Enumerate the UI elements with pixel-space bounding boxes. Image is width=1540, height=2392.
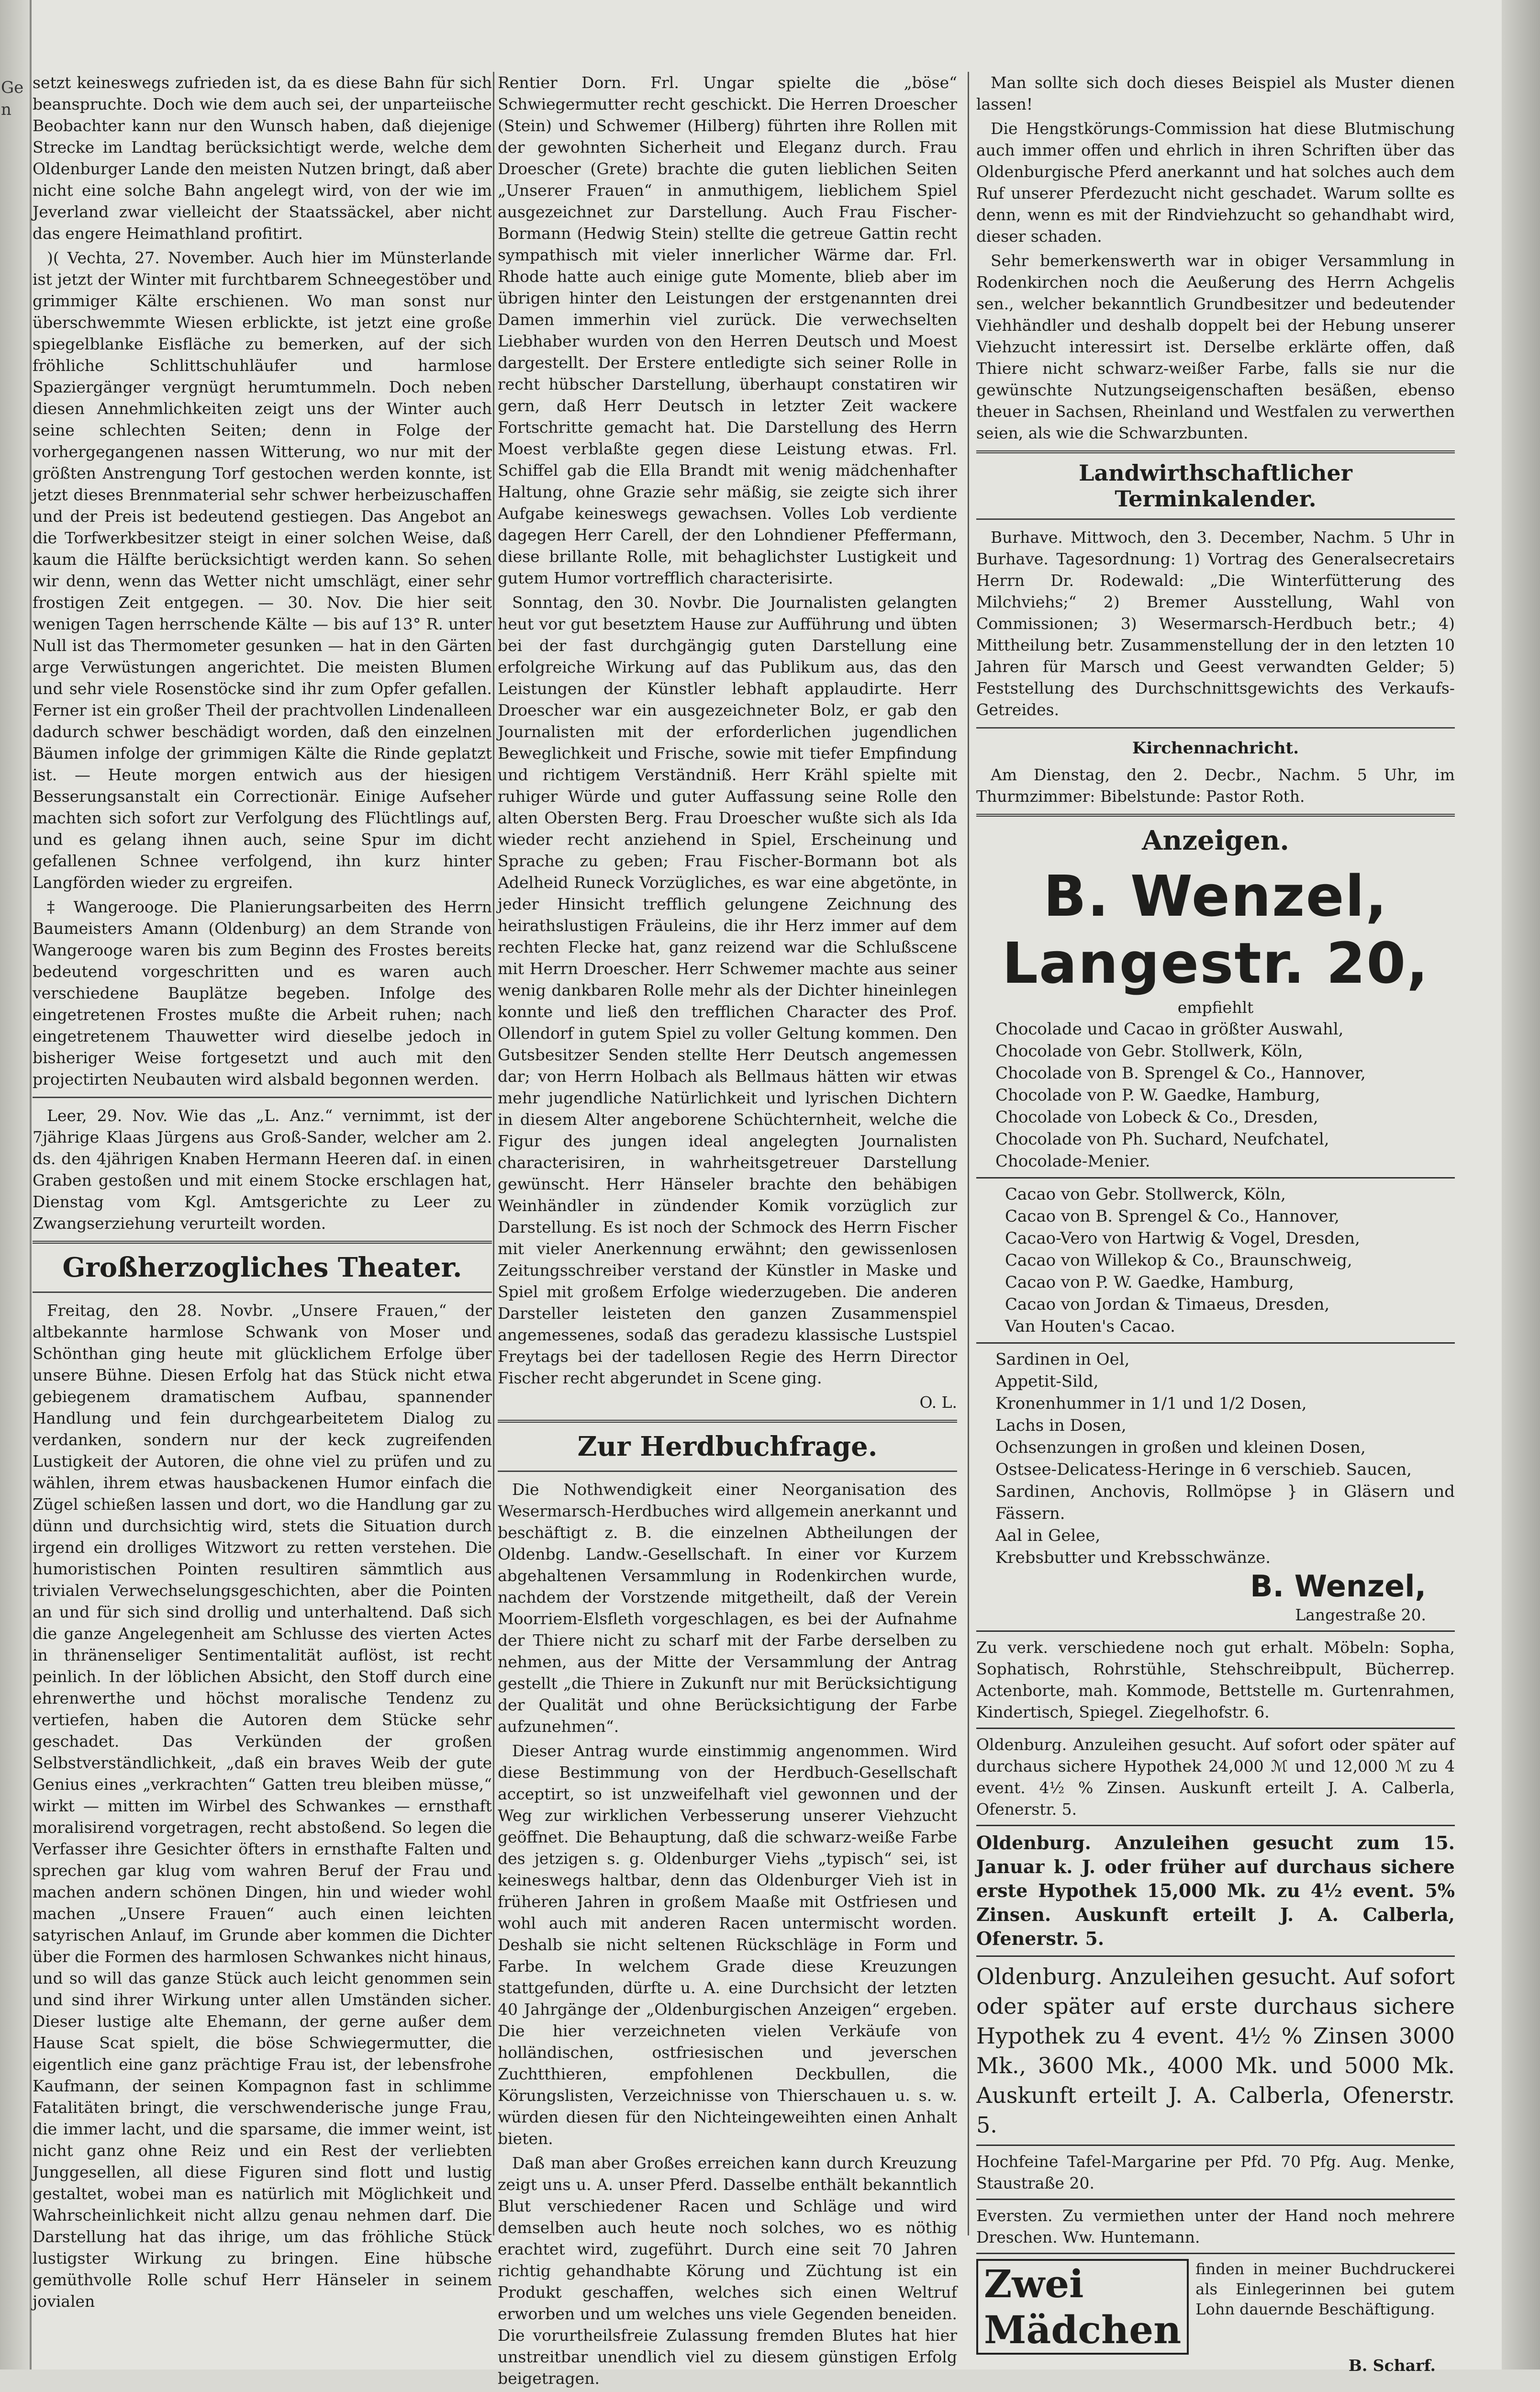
herdbuch-text: Dieser Antrag wurde einstimmig angenommen. Wird diese Bestimmung von der Herdbuch-Gesellschaft acceptirt, so ist unzweifelhaft viel gewonnen und der Weg zur wirklichen Verbesserung unserer Viehzucht geöffnet. Die Behauptung, daß die schwarz-weiße Farbe des jetzigen s. g. Oldenburger Viehs „typisch“ sei, ist keineswegs haltbar, denn das Oldenburger Vieh ist in früheren Jahren in großem Maaße mit Ostfriesen und wohl auch mit anderen Racen untermischt worden. Deshalb sie nicht seltenen Rückschläge in Form und Farbe. In welchem Grade diese Kreuzungen stattgefunden, dürfte u. A. eine Durchsicht der letzten 40 Jahrgänge der „Oldenburgischen Anzeigen“ ergeben. Die hier verzeichneten vielen Verkäufe von holländischen, ostfriesischen und jeverschen Zuchtthieren, empfohlenen Deckbullen, die Körungslisten, Verzeichnisse von Thierschauen u. s. w. würden diesen für den Nichteingeweihten einen Anhalt bieten. bbox=[498, 1741, 957, 2148]
divider bbox=[976, 1342, 1455, 1344]
divider bbox=[976, 1955, 1455, 1957]
list-item: Aal in Gelee, bbox=[995, 1526, 1101, 1545]
herdbuch-cont: Die Hengstkörungs-Commission hat diese Blutmischung auch immer offen und ehrlich in ihren Schriften über das Oldenburgische Pferd anerkannt und hat solches auch dem Ruf unserer Pferdezucht nicht geschadet. Warum sollte es denn, wenn es mit der Rindviehzucht so gehandhabt wird, dieser schaden. bbox=[976, 119, 1455, 246]
theater-review: Freitag, den 28. Novbr. „Unsere Frauen,“ der altbekannte harmlose Schwank von Moser und Schönthan ging heute mit glücklichem Erfolge über unsere Bühne. Diesen Erfolg hat das Stück nicht etwa gebiegenem dramatischem Aufbau, spannender Handlung und fein durchgearbeitetem Dialog zu verdanken, sondern nur der keck zugreifenden Lustigkeit der Autoren, die ohne viel zu prüfen und zu wählen, ihrem etwas hausbackenen Humor einfach die Zügel schießen lassen und dort, wo die Handlung gar zu dünn und durchsichtig wird, stets die Situation durch irgend ein drolliges Witzwort zu retten verstehen. Die humoristischen Pointen resultiren sämmtlich aus trivialen Verwechselungsgeschichten, aber die Pointen an und für sich sind drollig und unterhaltend. Daß sich die ganze Angelegenheit am Schlusse des vierten Actes in thränenseliger Sentimentalität auflöst, ist recht peinlich. In der löblichen Absicht, den Stoff durch eine ehrenwerthe und höchst moralische Tendenz zu vertiefen, haben die Autoren dem Stücke sehr geschadet. Das Verkünden der großen Selbstverständlichkeit, „daß ein braves Weib der gute Genius eines „verkrachten“ Gatten treu bleiben müsse,“ wirkt — mitten im Wirbel des Schwankes — ernsthaft moralisirend vorgetragen, recht abstoßend. So legen die Verfasser ihre Gesichter öfters in ernsthafte Falten und sprechen gar klug vom wahren Beruf der Frau und machen andern schönen Dingen, hin und wieder wohl machen „Unsere Frauen“ auch einen leichten satyrischen Anlauf, im Grunde aber kommen die Dichter über die Formen des harmlosen Schwankes nicht hinaus, und so will das ganze Stück auch leicht genommen sein und sind ihrer Wirkung unter allen Umständen sicher. Dieser lustige alte Ehemann, der gerne außer dem Hause Scat spielt, die böse Schwiegermutter, die eigentlich eine ganz prächtige Frau ist, der lebensfrohe Kaufmann, der seinen Kompagnon fast in schlimme Fatalitäten bringt, die verschwenderische junge Frau, die immer lacht, und die sparsame, die immer weint, ist nicht ganz ohne Reiz und ein Rest der verliebten Junggesellen, all diese Figuren sind flott und lustig gestaltet, wobei man es natürlich mit Möglichkeit und Wahrscheinlichkeit nicht allzu genau nehmen darf. Die Darstellung hat das ihrige, um das fröhliche Stück lustigster Wirkung zu bringen. Eine hübsche gemüthvolle Rolle schuf Herr Hänseler in seinem jovialen bbox=[33, 1301, 492, 2311]
divider bbox=[976, 814, 1455, 817]
list-item: Cacao von Gebr. Stollwerck, Köln, bbox=[1005, 1185, 1286, 1204]
list-item: Cacao von Willekop & Co., Braunschweig, bbox=[1005, 1251, 1352, 1270]
page-shadow bbox=[1502, 0, 1540, 2370]
wenzel-ad-title: B. Wenzel, Langestr. 20, bbox=[1002, 863, 1429, 996]
divider bbox=[976, 1630, 1455, 1632]
list-item: Kronenhummer in 1/1 und 1/2 Dosen, bbox=[995, 1394, 1307, 1413]
herdbuch-text: Die Nothwendigkeit einer Neorganisation des Wesermarsch-Herdbuches wird allgemein anerkannt und beschäftigt z. B. die einzelnen Abtheilungen der Oldenbg. Landw.-Gesellschaft. In einer vor Kurzem abgehaltenen Versammlung in Rodenkirchen wurde, nachdem der Vorstzende mitgetheilt, daß der Verein Moorriem-Elsfleth vorgeschlagen, es bei der Aufnahme der Thiere nicht zu scharf mit der Farbe derselben zu nehmen, aus der Mitte der Versammlung der Antrag gestellt „die Thiere in Zukunft nur mit Berücksichtigung der Qualität und ohne Berücksichtigung der Farbe aufzunehmen“. bbox=[498, 1480, 957, 1736]
list-item: Chocolade von Lobeck & Co., Dresden, bbox=[995, 1108, 1318, 1127]
list-item: Chocolade von Gebr. Stollwerk, Köln, bbox=[995, 1042, 1303, 1061]
scharf-signature: B. Scharf. bbox=[1348, 2356, 1436, 2375]
list-item: Van Houten's Cacao. bbox=[1005, 1317, 1175, 1336]
divider bbox=[33, 1241, 492, 1244]
cacao-list bbox=[1005, 1183, 1455, 1337]
list-item: Chocolade von Ph. Suchard, Neufchatel, bbox=[995, 1130, 1329, 1149]
kirchen-text: Am Dienstag, den 2. Decbr., Nachm. 5 Uhr, im Thurmzimmer: Bibelstunde: Pastor Roth. bbox=[976, 765, 1455, 806]
kalender-heading: Landwirthschaftlicher Terminkalender. bbox=[1079, 460, 1352, 512]
divider bbox=[976, 2145, 1455, 2146]
calberla-ad-3: Oldenburg. Anzuleihen gesucht. Auf sofort oder später auf erste durchaus sichere Hypothek zu 4 event. 4½ % Zinsen 3000 Mk., 3600 Mk., 4000 Mk. und 5000 Mk. Auskunft erteilt J. A. Calberla, Ofenerstr. 5. bbox=[976, 1964, 1455, 2138]
wenzel-empfiehlt: empfiehlt bbox=[1177, 998, 1254, 1017]
column-rule bbox=[968, 72, 969, 2235]
divider bbox=[33, 1291, 492, 1293]
herdbuch-cont: Sehr bemerkenswerth war in obiger Versammlung in Rodenkirchen noch die Aeußerung des Herrn Achgelis sen., welcher bekanntlich Grundbesitzer und bedeutender Viehhändler und deshalb doppelt bei der Hebung unserer Viehzucht interessirt ist. Derselbe erklärte offen, daß Thiere nicht schwarz-weißer Farbe, falls sie nur die gewünschte Nutzungseigenschaften besäßen, ebenso theuer in Sachsen, Rheinland und Westfalen zu verwerthen seien, als wie die Schwarzbunten. bbox=[976, 251, 1455, 442]
list-item: Ochsenzungen in großen und kleinen Dosen, bbox=[995, 1438, 1366, 1457]
moebel-ad: Zu verk. verschiedene noch gut erhalt. Möbeln: Sopha, Sophatisch, Rohrstühle, Stehschreibpult, Bücherrep. Actenborte, mah. Kommode, Bettstelle m. Gurtenrahmen, Kindertisch, Spiegel. Ziegelhofstr. 6. bbox=[976, 1638, 1455, 1721]
article-leer: Leer, 29. Nov. Wie das „L. Anz.“ vernimmt, ist der 7jährige Klaas Jürgens aus Groß-Sander, welcher am 2. ds. den 4jährigen Knaben Hermann Heeren daſ. in einen Graben gestoßen und mit einem Stocke erschlagen hat, Dienstag vom Kgl. Amtsgerichte zu Leer zu Zwangserziehung verurteilt worden. bbox=[33, 1106, 492, 1233]
kalender-text: Burhave. Mittwoch, den 3. December, Nachm. 5 Uhr in Burhave. Tagesordnung: 1) Vortrag des Generalsecretairs Herrn Dr. Rodewald: „Die Winterfütterung des Milchviehs;“ 2) Bremer Ausstellung, Wahl von Commissionen; 3) Wesermarsch-Herdbuch betr.; 4) Mittheilung betr. Zusammenstellung der in den letzten 10 Jahren für Marsch und Geest verwandten Gelder; 5) Feststellung des Durchschnittsgewichts des Verkaufs-Getreides. bbox=[976, 528, 1455, 719]
column-2 bbox=[498, 72, 957, 2392]
wenzel-address: Langestraße 20. bbox=[1295, 1606, 1426, 1624]
wenzel-ad bbox=[976, 863, 1455, 1626]
adjacent-page-text: Gen bbox=[1, 78, 24, 119]
column-3 bbox=[976, 72, 1455, 2376]
zwei-maedchen-title: Zwei Mädchen bbox=[976, 2259, 1189, 2355]
column-1 bbox=[33, 72, 492, 2315]
list-item: Cacao von P. W. Gaedke, Hamburg, bbox=[1005, 1273, 1294, 1292]
list-item: Chocolade von P. W. Gaedke, Hamburg, bbox=[995, 1086, 1320, 1105]
zwei-maedchen-text: finden in meiner Buchdruckerei als Einlegerinnen bei gutem Lohn dauernde Beschäftigung. bbox=[1195, 2260, 1455, 2318]
list-item: Chocolade-Menier. bbox=[995, 1152, 1150, 1171]
divider bbox=[498, 1420, 957, 1423]
eversten-ad: Eversten. Zu vermiethen unter der Hand noch mehrere Dreschen. Ww. Huntemann. bbox=[976, 2206, 1455, 2246]
article-wangerooge: ‡ Wangerooge. Die Planierungsarbeiten des Herrn Baumeisters Amann (Oldenburg) an dem Strande von Wangerooge waren bis zum Beginn des Frostes bereits bedeutend vorgeschritten und es waren auch verschiedene Bauplätze begeben. Infolge des eingetretenen Frostes mußte die Arbeit ruhen; nach eingetretenem Thauwetter wird dieselbe jedoch in bisheriger Weise fortgesetzt und auch mit den projectirten Neubauten wird alsbald begonnen werden. bbox=[33, 898, 492, 1089]
list-item: Chocolade von B. Sprengel & Co., Hannover, bbox=[995, 1064, 1366, 1083]
herdbuch-cont: Man sollte sich doch dieses Beispiel als Muster dienen lassen! bbox=[976, 73, 1455, 113]
margarine-ad: Hochfeine Tafel-Margarine per Pfd. 70 Pfg. Aug. Menke, Staustraße 20. bbox=[976, 2152, 1455, 2192]
theater-heading: Großherzogliches Theater. bbox=[62, 1252, 462, 1283]
list-item: Chocolade und Cacao in größter Auswahl, bbox=[995, 1020, 1344, 1039]
list-item: Lachs in Dosen, bbox=[995, 1416, 1127, 1435]
kirchen-heading: Kirchennachricht. bbox=[1132, 739, 1299, 758]
article-vechta: )( Vechta, 27. November. Auch hier im Münsterlande ist jetzt der Winter mit furchtbarem Schneegestöber und grimmiger Kälte erschienen. Wo man sonst nur überschwemmte Wiesen erblickte, ist jetzt eine große spiegelblanke Eisfläche zu bemerken, auf der sich fröhliche Schlittschuhläufer und harmlose Spaziergänger vergnügt herumtummeln. Doch neben diesen Annehmlichkeiten zeigt uns der Winter auch seine schlechten Seiten; denn in Folge der vorhergegangenen nassen Witterung, wo nur mit der größten Anstrengung Torf gestochen werden konnte, ist jetzt dieses Brennmaterial sehr schwer herbeizuschaffen und der Preis ist bedeutend gestiegen. Das Angebot an die Torfwerkbesitzer steigt in einer solchen Weise, daß kaum die Hälfte berücksichtigt werden kann. So sehen wir denn, wenn das Wetter nicht umschlägt, einer sehr frostigen Zeit entgegen. — 30. Nov. Die hier seit wenigen Tagen herrschende Kälte — bis auf 13° R. unter Null ist das Thermometer gesunken — hat in den Gärten arge Verwüstungen angerichtet. Die meisten Blumen und sehr viele Rosenstöcke sind ihr zum Opfer gefallen. Ferner ist ein großer Theil der prachtvollen Lindenalleen dadurch schwer beschädigt worden, daß den einzelnen Bäumen infolge der grimmigen Kälte die Rinde geplatzt ist. — Heute morgen entwich aus der hiesigen Besserungsanstalt ein Correctionär. Einige Aufseher machten sich sofort zur Verfolgung des Flüchtlings auf, und es gelang ihnen auch, seine Spur im dicht gefallenen Schnee verfolgend, ihn kurz hinter Langförden wieder zu ergreifen. bbox=[33, 248, 492, 892]
delikatessen-list bbox=[995, 1348, 1455, 1569]
divider bbox=[498, 1471, 957, 1472]
theater-sunday: Sonntag, den 30. Novbr. Die Journalisten gelangten heut vor gut besetztem Hause zur Aufführung und übten bei der fast durchgängig guten Darstellung eine erfolgreiche Wirkung auf das Publikum aus, das den Leistungen der Künstler lebhaft applaudirte. Herr Droescher war ein ausgezeichneter Bolz, er gab den Journalisten mit der erforderlichen jugendlichen Beweglichkeit und Frische, sowie mit tiefer Empfindung und richtigem Verständniß. Herr Krähl spielte mit ruhiger Würde und guter Auffassung seine Rolle den alten Obersten Berg. Frau Droescher wußte sich als Ida wieder recht anziehend in Spiel, Erscheinung und Sprache zu geben; Frau Fischer-Bormann bot als Adelheid Runeck Vorzügliches, es war eine abgetönte, in jeder Hinsicht trefflich gelungene Zeichnung des heirathslustigen Fräuleins, die ihr Herz immer auf dem rechten Flecke hat, ganz reizend war die Schlußscene mit Herrn Droescher. Herr Schwemer machte aus seiner wenig dankbaren Rolle mehr als der Dichter hineinlegen konnte und ließ den trefflichen Character des Prof. Ollendorf in gutem Spiel zu voller Geltung kommen. Den Gutsbesitzer Senden stellte Herr Deutsch angemessen dar; von Herrn Holbach als Bellmaus hätten wir etwas mehr jugendliche Natürlichkeit und lyrischen Dichtern in diesem Alter angeborene Schüchternheit, welche die Figur des jungen ideal angelegten Journalisten characterisiren, in wahrheitsgetreuer Darstellung gewünscht. Herr Hänseler brachte den behäbigen Weinhändler in zündender Komik vorzüglich zur Darstellung. Es ist noch der Schmock des Herrn Fischer mit vieler Anerkennung erwähnt; den gewissenlosen Zeitungsschreiber verstand der Künstler in Maske und Spiel mit großem Erfolge wiederzugeben. Die anderen Darsteller leisteten den ganzen Zusammenspiel angemessenes, sodaß das geradezu klassische Lustspiel Freytags bei der tadellosen Regie des Herrn Director Fischer recht abgerundet in Scene ging. bbox=[498, 593, 957, 1387]
anzeigen-heading: Anzeigen. bbox=[1142, 825, 1289, 856]
zwei-maedchen-ad bbox=[976, 2259, 1455, 2355]
herdbuch-text: Daß man aber Großes erreichen kann durch Kreuzung zeigt uns u. A. unser Pferd. Dasselbe enthält bekanntlich Blut verschiedener Racen und Schläge und wird demselben auch heute noch solches, wo es nöthig erachtet wird, zugeführt. Durch eine seit 70 Jahren richtig gehandhabte Körung und Züchtung ist ein Produkt geschaffen, welches sich einen Weltruf erworben und um welches uns viele Gegenden beneiden. Die vorurtheilsfreie Zulassung fremden Blutes hat hier unstreitbar unendlich viel zu diesem günstigen Erfolg beigetragen. bbox=[498, 2154, 957, 2388]
article-text: setzt keineswegs zufrieden ist, da es diese Bahn für sich beanspruchte. Doch wie dem auch sei, der unparteiische Beobachter kann nur den Wunsch haben, daß diejenige Strecke im Landtag berücksichtigt werde, welche dem Oldenburger Lande den meisten Nutzen bringt, daß aber nicht eine solche Bahn angelegt wird, von der wie im Jeverland zwar vielleicht der Staatssäckel, aber nicht das engere Heimathland profitirt. bbox=[33, 73, 492, 243]
wenzel-signature: B. Wenzel, bbox=[1250, 1569, 1426, 1604]
list-item: Krebsbutter und Krebsschwänze. bbox=[995, 1548, 1271, 1567]
divider bbox=[33, 1097, 492, 1098]
theater-signature: O. L. bbox=[919, 1393, 957, 1412]
column-rule bbox=[493, 72, 494, 2235]
divider bbox=[976, 727, 1455, 729]
chocolade-list bbox=[995, 1018, 1455, 1172]
list-item: Sardinen, Anchovis, Rollmöpse } in Gläsern und Fässern. bbox=[995, 1482, 1455, 1523]
divider bbox=[976, 2199, 1455, 2200]
calberla-ad-2: Oldenburg. Anzuleihen gesucht zum 15. Januar k. J. oder früher auf durchaus sichere erste Hypothek 15,000 Mk. zu 4½ event. 5% Zinsen. Auskunft erteilt J. A. Calberla, Ofenerstr. 5. bbox=[976, 1832, 1455, 1949]
theater-review-cont: Rentier Dorn. Frl. Ungar spielte die „böse“ Schwiegermutter recht geschickt. Die Herren Droescher (Stein) und Schwemer (Hilberg) führten ihre Rollen mit der gewohnten Sicherheit und Eleganz durch. Frau Droescher (Grete) brachte die guten lieblichen Seiten „Unserer Frauen“ in anmuthigem, lieblichem Spiel ausgezeichnet zur Darstellung. Auch Frau Fischer-Bormann (Hedwig Stein) stellte die getreue Gattin recht sympathisch mit vieler innerlicher Wärme dar. Frl. Rhode hatte auch einige gute Momente, blieb aber im übrigen hinter den Leistungen der erstgenannten drei Damen immerhin viel zurück. Die verwechselten Liebhaber wurden von den Herren Deutsch und Moest dargestellt. Der Erstere entledigte sich seiner Rolle in recht hübscher Darstellung, überhaupt constatiren wir gern, daß Herr Deutsch in letzter Zeit wackere Fortschritte gemacht hat. Die Darstellung des Herrn Moest verblaßte gegen diese Leistung etwas. Frl. Schiffel gab die Ella Brandt mit wenig mädchenhafter Haltung, ohne Grazie sehr mäßig, sie zeigte sich ihrer Aufgabe keineswegs gewachsen. Volles Lob verdiente dagegen Herr Carell, der den Lohndiener Pfeffermann, diese brillante Rolle, mit behaglichster Lustigkeit und gutem Humor vortrefflich characterisirte. bbox=[498, 73, 957, 587]
list-item: Ostsee-Delicatess-Heringe in 6 verschieb. Saucen, bbox=[995, 1460, 1412, 1479]
list-item: Sardinen in Oel, bbox=[995, 1350, 1130, 1369]
adjacent-page-edge bbox=[0, 0, 32, 2370]
divider bbox=[976, 2253, 1455, 2254]
list-item: Cacao-Vero von Hartwig & Vogel, Dresden, bbox=[1005, 1229, 1360, 1248]
list-item: Cacao von Jordan & Timaeus, Dresden, bbox=[1005, 1295, 1330, 1314]
calberla-ad-1: Oldenburg. Anzuleihen gesucht. Auf sofort oder später auf durchaus sichere Hypothek 24,000 ℳ und 12,000 ℳ zu 4 event. 4½ % Zinsen. Auskunft erteilt J. A. Calberla, Ofenerstr. 5. bbox=[976, 1735, 1455, 1819]
divider bbox=[976, 518, 1455, 520]
divider bbox=[976, 1825, 1455, 1826]
divider bbox=[976, 1177, 1455, 1179]
list-item: Cacao von B. Sprengel & Co., Hannover, bbox=[1005, 1207, 1339, 1226]
herdbuch-heading: Zur Herdbuchfrage. bbox=[577, 1431, 878, 1462]
divider bbox=[976, 450, 1455, 453]
list-item: Appetit-Sild, bbox=[995, 1372, 1099, 1391]
divider bbox=[976, 1728, 1455, 1729]
